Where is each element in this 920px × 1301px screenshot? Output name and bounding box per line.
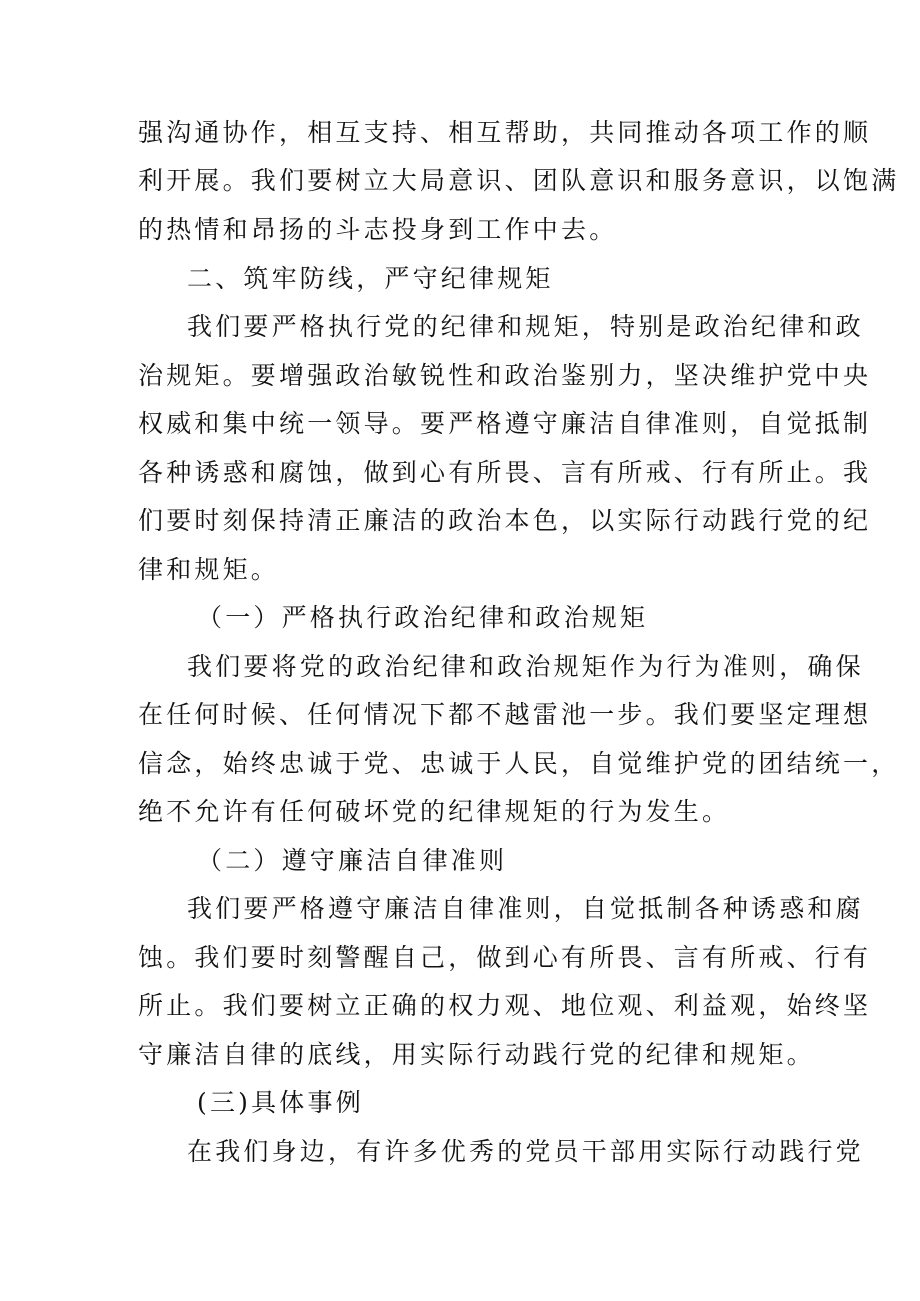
paragraph-line: 各种诱惑和腐蚀，做到心有所畏、言有所戒、行有所止。我 xyxy=(138,458,872,487)
subsection-heading: (三)具体事例 xyxy=(197,1088,364,1117)
subsection-heading: （一）严格执行政治纪律和政治规矩 xyxy=(197,603,649,632)
paragraph-line: 权威和集中统一领导。要严格遵守廉洁自律准则，自觉抵制 xyxy=(138,409,872,438)
paragraph-line: 利开展。我们要树立大局意识、团队意识和服务意识，以饱满 xyxy=(138,166,900,195)
paragraph-line: 们要时刻保持清正廉洁的政治本色，以实际行动践行党的纪 xyxy=(138,506,872,535)
paragraph-line: 在我们身边，有许多优秀的党员干部用实际行动践行党 xyxy=(187,1137,864,1166)
paragraph-line: 我们要严格遵守廉洁自律准则，自觉抵制各种诱惑和腐 xyxy=(187,894,864,923)
paragraph-line: 治规矩。要增强政治敏锐性和政治鉴别力，坚决维护党中央 xyxy=(138,361,872,390)
subsection-heading: （二）遵守廉洁自律准则 xyxy=(197,846,508,875)
paragraph-line: 所止。我们要树立正确的权力观、地位观、利益观，始终坚 xyxy=(138,991,872,1020)
paragraph-line: 强沟通协作，相互支持、相互帮助，共同推动各项工作的顺 xyxy=(138,118,872,147)
paragraph-line: 我们要严格执行党的纪律和规矩，特别是政治纪律和政 xyxy=(187,312,864,341)
paragraph-line: 蚀。我们要时刻警醒自己，做到心有所畏、言有所戒、行有 xyxy=(138,943,872,972)
paragraph-line: 信念，始终忠诚于党、忠诚于人民，自觉维护党的团结统一， xyxy=(138,749,900,778)
paragraph-line: 在任何时候、任何情况下都不越雷池一步。我们要坚定理想 xyxy=(138,700,872,729)
paragraph-line: 守廉洁自律的底线，用实际行动践行党的纪律和规矩。 xyxy=(138,1040,815,1069)
paragraph-line: 律和规矩。 xyxy=(138,555,280,584)
paragraph-line: 绝不允许有任何破坏党的纪律规矩的行为发生。 xyxy=(138,797,731,826)
paragraph-line: 的热情和昂扬的斗志投身到工作中去。 xyxy=(138,215,618,244)
paragraph-line: 我们要将党的政治纪律和政治规矩作为行为准则，确保 xyxy=(187,652,864,681)
section-heading: 二、筑牢防线，严守纪律规矩 xyxy=(187,264,554,293)
